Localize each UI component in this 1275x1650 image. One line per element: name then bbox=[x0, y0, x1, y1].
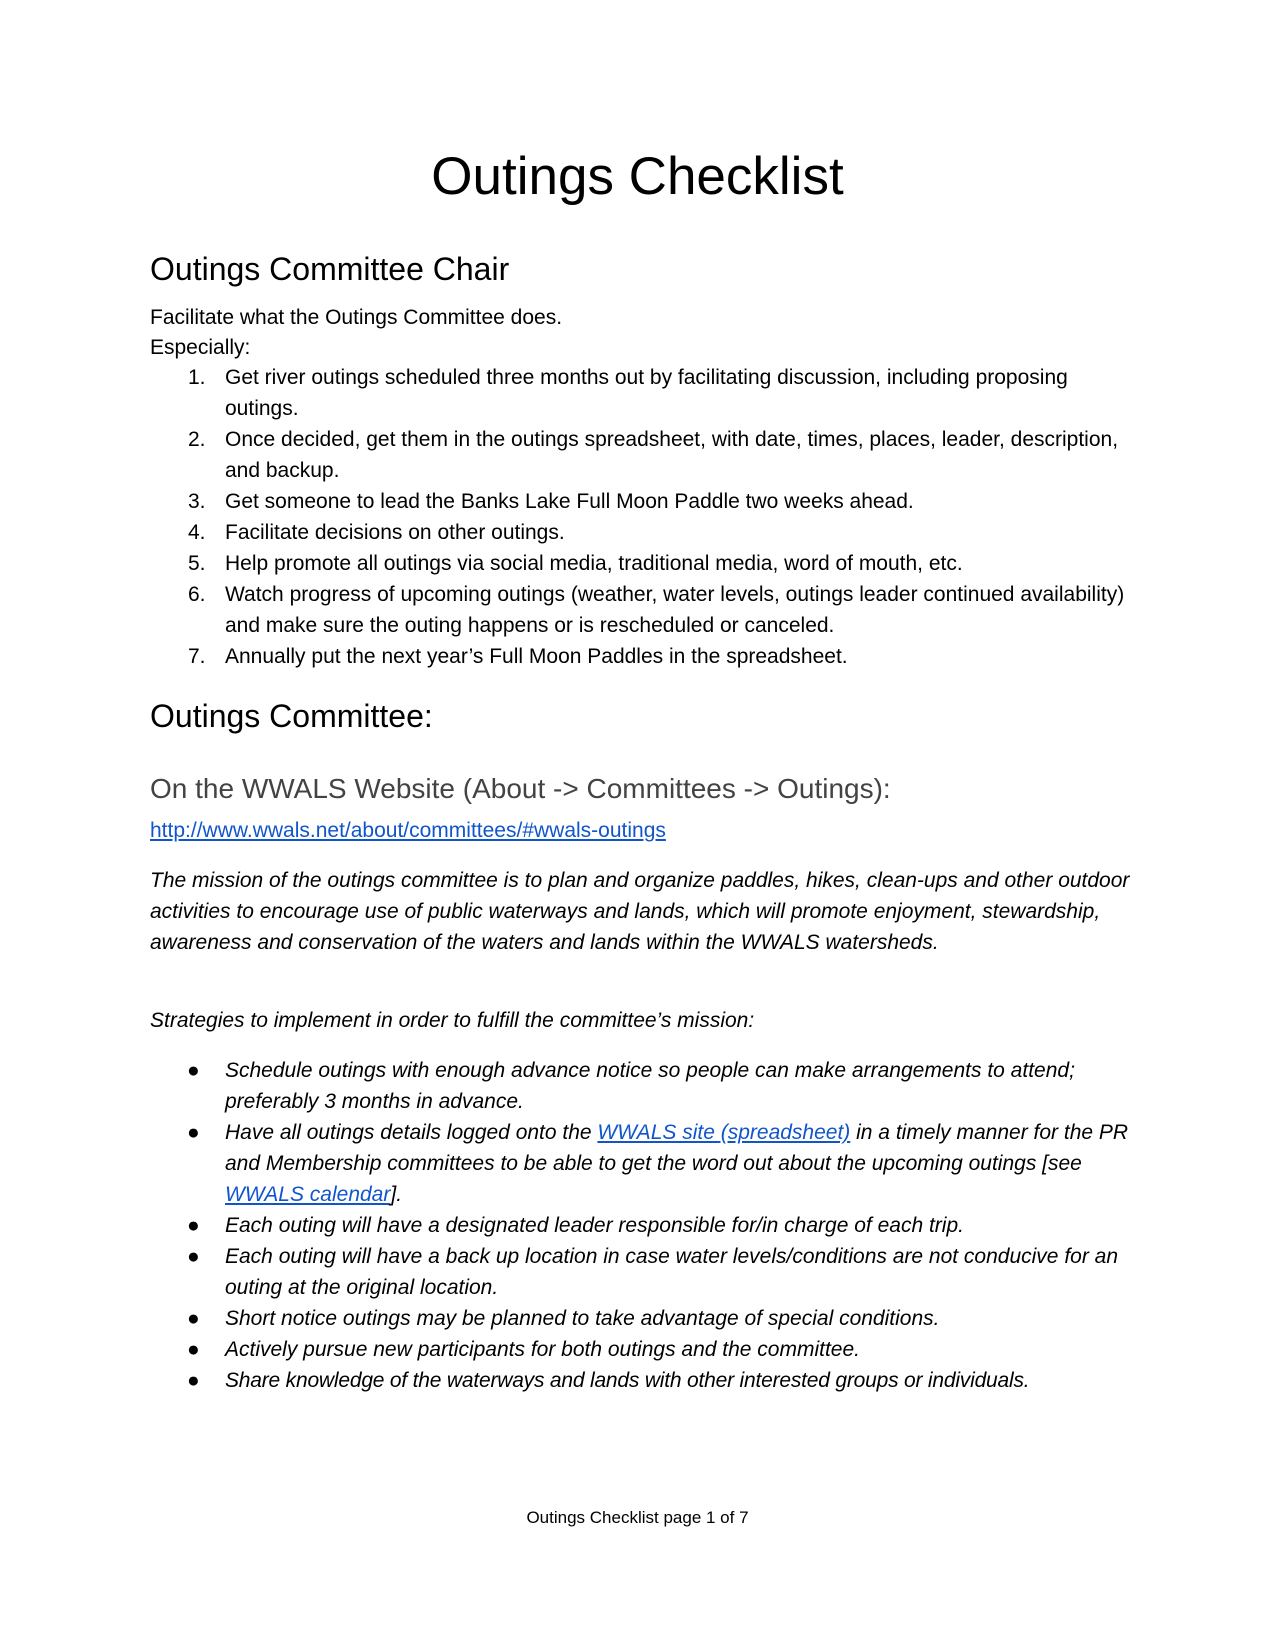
list-item bbox=[150, 1117, 1130, 1210]
list-number: 4. bbox=[188, 521, 206, 544]
bullet-icon: ● bbox=[187, 1121, 200, 1144]
list-item-text: Get someone to lead the Banks Lake Full Moon Paddle two weeks ahead. bbox=[225, 490, 914, 513]
list-item bbox=[150, 1241, 1130, 1303]
section-heading-committee-chair: Outings Committee Chair bbox=[150, 251, 510, 287]
list-item-text bbox=[225, 1121, 1128, 1206]
wwals-calendar-link[interactable]: WWALS calendar bbox=[225, 1183, 391, 1206]
list-item bbox=[150, 517, 1130, 548]
list-number: 2. bbox=[188, 428, 206, 451]
bullet-icon: ● bbox=[187, 1338, 200, 1361]
list-item bbox=[150, 548, 1130, 579]
list-item-text: Get river outings scheduled three months out by facilitating discussion, including proposing outings. bbox=[225, 366, 1068, 420]
list-item bbox=[150, 579, 1130, 641]
list-item-text: Help promote all outings via social media, traditional media, word of mouth, etc. bbox=[225, 552, 963, 575]
bullet-icon: ● bbox=[187, 1369, 200, 1392]
list-item-text: Facilitate decisions on other outings. bbox=[225, 521, 565, 544]
list-item bbox=[150, 641, 1130, 672]
bullet-icon: ● bbox=[187, 1059, 200, 1082]
list-item-text: Actively pursue new participants for both outings and the committee. bbox=[225, 1338, 861, 1361]
list-item bbox=[150, 1334, 1130, 1365]
document-title: Outings Checklist bbox=[431, 147, 844, 206]
list-number: 3. bbox=[188, 490, 206, 513]
list-item bbox=[150, 424, 1130, 486]
wwals-spreadsheet-link[interactable]: WWALS site (spreadsheet) bbox=[597, 1121, 851, 1144]
chair-duties-list bbox=[150, 362, 1130, 672]
chair-intro-line-2: Especially: bbox=[150, 336, 251, 359]
list-item bbox=[150, 1210, 1130, 1241]
list-item bbox=[150, 486, 1130, 517]
list-item bbox=[150, 1303, 1130, 1334]
list-number: 5. bbox=[188, 552, 206, 575]
mission-paragraph: The mission of the outings committee is to plan and organize paddles, hikes, clean-ups and other outdoor activities to encourage use of public waterways and lands, which will promote enjoyment, stewardship, awareness and conservation of the waters and lands within the WWALS watersheds. bbox=[150, 869, 1130, 954]
list-item bbox=[150, 1365, 1130, 1396]
list-item-text: Share knowledge of the waterways and lands with other interested groups or individuals. bbox=[225, 1369, 1030, 1392]
list-item-text: Short notice outings may be planned to take advantage of special conditions. bbox=[225, 1307, 940, 1330]
list-number: 7. bbox=[188, 645, 206, 668]
bullet-icon: ● bbox=[187, 1245, 200, 1268]
list-number: 6. bbox=[188, 583, 206, 606]
list-item-text-part: Have all outings details logged onto the bbox=[225, 1121, 598, 1144]
section-subheading-website: On the WWALS Website (About -> Committees -> Outings): bbox=[150, 773, 891, 804]
list-item-text-part: in a timely manner for the PR and Membership committees to be able to get the word out about the upcoming outings [see bbox=[225, 1121, 1129, 1175]
page-footer: Outings Checklist page 1 of 7 bbox=[526, 1508, 749, 1527]
section-heading-committee: Outings Committee: bbox=[150, 698, 433, 734]
list-item-text: Annually put the next year’s Full Moon Paddles in the spreadsheet. bbox=[225, 645, 848, 668]
strategies-intro: Strategies to implement in order to fulfill the committee’s mission: bbox=[150, 1009, 755, 1032]
list-item bbox=[150, 1055, 1130, 1117]
document-page bbox=[150, 0, 1130, 1650]
list-item-text: Schedule outings with enough advance notice so people can make arrangements to attend; preferably 3 months in advance. bbox=[225, 1059, 1075, 1113]
strategies-list bbox=[150, 1055, 1130, 1396]
committee-url-link[interactable]: http://www.wwals.net/about/committees/#wwals-outings bbox=[150, 819, 666, 842]
list-item-text: Once decided, get them in the outings spreadsheet, with date, times, places, leader, description, and backup. bbox=[225, 428, 1119, 482]
list-number: 1. bbox=[188, 366, 206, 389]
list-item-text: Each outing will have a designated leader responsible for/in charge of each trip. bbox=[225, 1214, 964, 1237]
list-item-text: Watch progress of upcoming outings (weather, water levels, outings leader continued availability) and make sure the outing happens or is rescheduled or canceled. bbox=[225, 583, 1125, 637]
bullet-icon: ● bbox=[187, 1214, 200, 1237]
committee-url-paragraph bbox=[150, 815, 1130, 846]
list-item bbox=[150, 362, 1130, 424]
list-item-text: Each outing will have a back up location in case water levels/conditions are not conducive for an outing at the original location. bbox=[225, 1245, 1119, 1299]
bullet-icon: ● bbox=[187, 1307, 200, 1330]
list-item-text-part: ]. bbox=[390, 1183, 403, 1206]
chair-intro-line-1: Facilitate what the Outings Committee does. bbox=[150, 306, 563, 329]
